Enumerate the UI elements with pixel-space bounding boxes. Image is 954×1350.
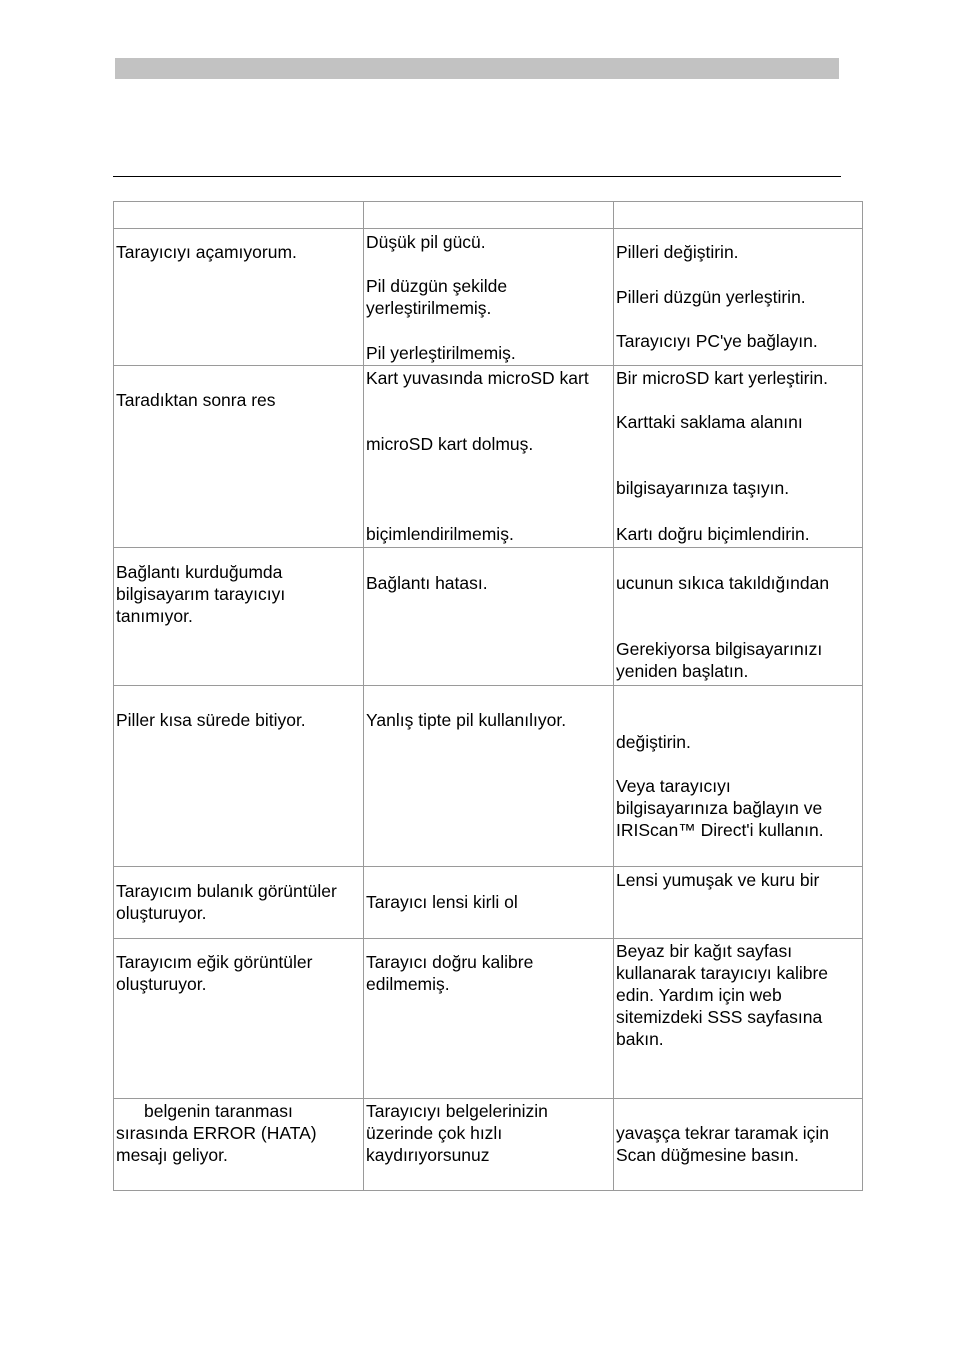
cause-cell: [363, 866, 614, 939]
table-row: [113, 228, 863, 366]
problem-cell: [113, 547, 364, 686]
solution-text: bilgisayarınıza taşıyın.: [616, 478, 790, 498]
problem-cell: [113, 365, 364, 548]
problem-text: sırasında ERROR (HATA): [116, 1123, 317, 1143]
solution-text: Tarayıcıyı PC'ye bağlayın.: [616, 331, 818, 351]
header-cell-cause: [363, 201, 614, 229]
solution-text: bilgisayarınıza bağlayın ve: [616, 798, 823, 818]
problem-cell: [113, 685, 364, 867]
cause-text: Tarayıcıyı belgelerinizin: [366, 1101, 548, 1121]
problem-cell: [113, 938, 364, 1099]
solution-text: Bir microSD kart yerleştirin.: [616, 368, 828, 388]
cause-text: Pil yerleştirilmemiş.: [366, 343, 516, 363]
solution-cell: [613, 1098, 863, 1191]
problem-text: Piller kısa sürede bitiyor.: [116, 710, 306, 730]
solution-text: sitemizdeki SSS sayfasına: [616, 1007, 823, 1027]
solution-text: ucunun sıkıca takıldığından: [616, 573, 830, 593]
problem-text: tanımıyor.: [116, 606, 193, 626]
problem-text: Tarayıcım eğik görüntüler: [116, 952, 313, 972]
problem-cell: [113, 866, 364, 939]
solution-text: bakın.: [616, 1029, 664, 1049]
header-cell-problem: [113, 201, 364, 229]
cause-cell: [363, 365, 614, 548]
solution-cell: [613, 938, 863, 1099]
table-row: [113, 547, 863, 686]
cause-cell: [363, 685, 614, 867]
header-bar: [115, 58, 839, 79]
cause-cell: [363, 228, 614, 366]
solution-text: Kartı doğru biçimlendirin.: [616, 524, 810, 544]
solution-cell: [613, 685, 863, 867]
cause-text: Yanlış tipte pil kullanılıyor.: [366, 710, 567, 730]
solution-cell: [613, 365, 863, 548]
solution-text: edin. Yardım için web: [616, 985, 782, 1005]
cause-cell: [363, 938, 614, 1099]
problem-text: Tarayıcıyı açamıyorum.: [116, 242, 297, 262]
solution-text: Pilleri düzgün yerleştirin.: [616, 287, 806, 307]
table-row: [113, 1098, 863, 1191]
table-row: [113, 685, 863, 867]
cause-text: edilmemiş.: [366, 974, 450, 994]
solution-text: Gerekiyorsa bilgisayarınızı: [616, 639, 823, 659]
cause-text: yerleştirilmemiş.: [366, 298, 492, 318]
cause-text: Pil düzgün şekilde: [366, 276, 508, 296]
cause-cell: [363, 547, 614, 686]
solution-text: Scan düğmesine basın.: [616, 1145, 799, 1165]
solution-cell: [613, 547, 863, 686]
solution-text: Veya tarayıcıyı: [616, 776, 731, 796]
table-row: [113, 938, 863, 1099]
cause-text: Kart yuvasında microSD kart: [366, 368, 589, 388]
solution-text: Pilleri değiştirin.: [616, 242, 739, 262]
solution-cell: [613, 228, 863, 366]
problem-text: oluşturuyor.: [116, 974, 207, 994]
problem-text: mesajı geliyor.: [116, 1145, 228, 1165]
cause-text: Tarayıcı doğru kalibre: [366, 952, 534, 972]
solution-text: yeniden başlatın.: [616, 661, 749, 681]
solution-text: Karttaki saklama alanını: [616, 412, 803, 432]
table-header-row: [113, 201, 863, 229]
table-row: [113, 365, 863, 548]
problem-text: bilgisayarım tarayıcıyı: [116, 584, 286, 604]
cause-text: kaydırıyorsunuz: [366, 1145, 490, 1165]
solution-text: IRIScan™ Direct'i kullanın.: [616, 820, 824, 840]
title-rule: [113, 176, 841, 177]
solution-text: Beyaz bir kağıt sayfası: [616, 941, 793, 961]
cause-text: Düşük pil gücü.: [366, 232, 486, 252]
solution-text: kullanarak tarayıcıyı kalibre: [616, 963, 829, 983]
problem-cell: [113, 228, 364, 366]
problem-text: Taradıktan sonra res: [116, 390, 276, 410]
solution-text: değiştirin.: [616, 732, 691, 752]
problem-text: Bağlantı kurduğumda: [116, 562, 283, 582]
problem-text: Tarayıcım bulanık görüntüler: [116, 881, 337, 901]
problem-cell: [113, 1098, 364, 1191]
cause-text: üzerinde çok hızlı: [366, 1123, 503, 1143]
solution-text: yavaşça tekrar taramak için: [616, 1123, 829, 1143]
problem-text: belgenin taranması: [144, 1101, 293, 1121]
header-cell-solution: [613, 201, 863, 229]
cause-text: Tarayıcı lensi kirli ol: [366, 892, 518, 912]
solution-cell: [613, 866, 863, 939]
cause-cell: [363, 1098, 614, 1191]
problem-text: oluşturuyor.: [116, 903, 207, 923]
cause-text: Bağlantı hatası.: [366, 573, 488, 593]
cause-text: microSD kart dolmuş.: [366, 434, 534, 454]
solution-text: Lensi yumuşak ve kuru bir: [616, 870, 820, 890]
cause-text: biçimlendirilmemiş.: [366, 524, 514, 544]
table-row: [113, 866, 863, 939]
